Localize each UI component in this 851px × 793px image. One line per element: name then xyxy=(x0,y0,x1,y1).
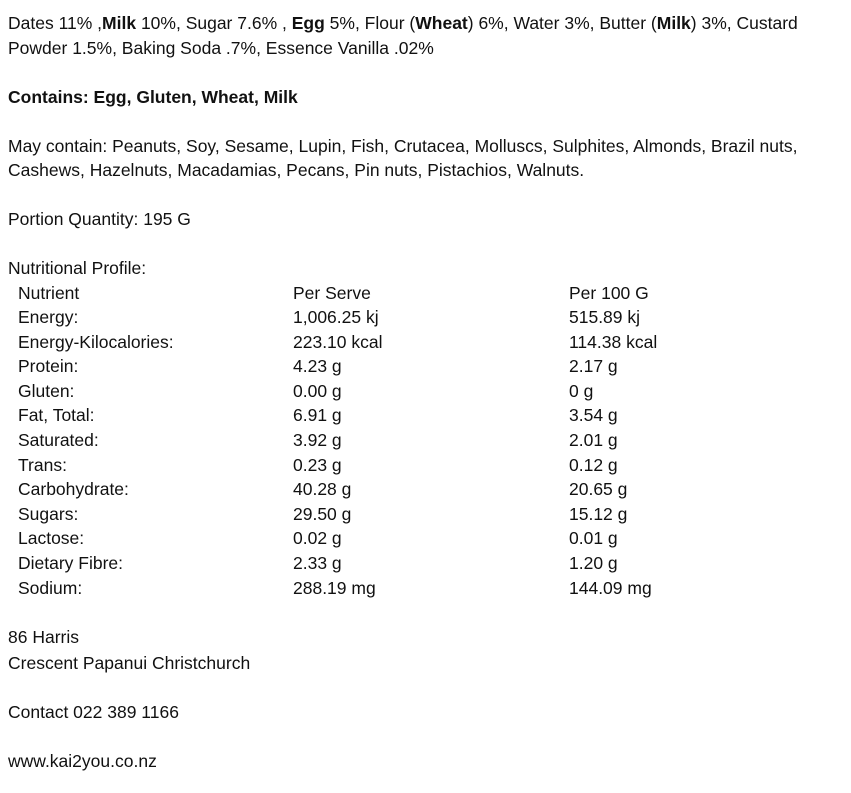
ingredient-allergen: Wheat xyxy=(415,13,468,33)
nutrition-row xyxy=(18,551,769,576)
address-line-2: Crescent Papanui Christchurch xyxy=(8,652,251,673)
portion-quantity: Portion Quantity: 195 G xyxy=(8,209,191,229)
per-100g-value: 0 g xyxy=(569,380,594,401)
per-100g-value: 144.09 mg xyxy=(569,577,652,598)
spacer xyxy=(8,232,838,257)
ingredients-line-1 xyxy=(8,11,838,36)
spacer xyxy=(8,675,838,700)
ingredient-allergen: Milk xyxy=(656,13,691,33)
column-header-per-serve: Per Serve xyxy=(293,282,371,303)
per-serve-value: 40.28 g xyxy=(293,479,352,500)
per-serve-value: 29.50 g xyxy=(293,503,352,524)
ingredients-line-2: Powder 1.5%, Baking Soda .7%, Essence Vanilla .02% xyxy=(8,37,434,58)
spacer xyxy=(8,183,838,208)
ingredient-text: 5%, Flour ( xyxy=(324,13,416,33)
nutrient-name: Fat, Total: xyxy=(18,405,95,426)
spacer xyxy=(8,600,838,625)
nutrient-name: Trans: xyxy=(18,454,67,475)
website-url: www.kai2you.co.nz xyxy=(8,751,157,772)
per-100g-value: 0.12 g xyxy=(569,454,618,475)
nutrition-row xyxy=(18,453,769,478)
nutrient-name: Gluten: xyxy=(18,380,75,401)
per-100g-value: 3.54 g xyxy=(569,405,618,426)
nutrition-row xyxy=(18,576,769,601)
nutrient-name: Energy: xyxy=(18,307,79,328)
nutrient-name: Carbohydrate: xyxy=(18,479,129,500)
per-serve-value: 6.91 g xyxy=(293,405,342,426)
column-header-per-100g: Per 100 G xyxy=(569,282,649,303)
ingredient-text: ) 6%, Water 3%, Butter ( xyxy=(467,13,657,33)
may-contain-line-1: May contain: Peanuts, Soy, Sesame, Lupin, Fish, Crutacea, Molluscs, Sulphites, Almonds, Brazil nuts, xyxy=(8,135,798,156)
nutrition-row xyxy=(18,354,769,379)
label-document xyxy=(8,11,838,774)
ingredient-text: 10%, Sugar 7.6% , xyxy=(136,13,292,33)
nutrition-row xyxy=(18,526,769,551)
per-100g-value: 2.17 g xyxy=(569,356,618,377)
nutrition-row xyxy=(18,477,769,502)
nutrient-name: Protein: xyxy=(18,356,79,377)
column-header-nutrient: Nutrient xyxy=(18,282,80,303)
spacer xyxy=(8,724,838,749)
nutrient-name: Dietary Fibre: xyxy=(18,553,124,574)
per-serve-value: 0.23 g xyxy=(293,454,342,475)
per-100g-value: 114.38 kcal xyxy=(569,331,658,352)
nutrient-name: Saturated: xyxy=(18,430,99,451)
per-serve-value: 3.92 g xyxy=(293,430,342,451)
per-100g-value: 0.01 g xyxy=(569,528,618,549)
per-serve-value: 288.19 mg xyxy=(293,577,376,598)
may-contain-line-2: Cashews, Hazelnuts, Macadamias, Pecans, Pin nuts, Pistachios, Walnuts. xyxy=(8,160,585,180)
nutrition-row xyxy=(18,305,769,330)
nutrient-name: Energy-Kilocalories: xyxy=(18,331,174,352)
nutrition-heading: Nutritional Profile: xyxy=(8,258,147,278)
per-serve-value: 4.23 g xyxy=(293,356,342,377)
per-serve-value: 1,006.25 kj xyxy=(293,307,379,328)
nutrition-table xyxy=(18,281,769,601)
per-serve-value: 0.00 g xyxy=(293,380,342,401)
per-serve-value: 223.10 kcal xyxy=(293,331,383,352)
ingredient-allergen: Milk xyxy=(102,13,137,33)
ingredient-text: ) 3%, Custard xyxy=(690,13,798,33)
spacer xyxy=(8,109,838,134)
address-line-1: 86 Harris xyxy=(8,627,79,648)
per-100g-value: 15.12 g xyxy=(569,503,628,524)
per-100g-value: 2.01 g xyxy=(569,430,618,451)
nutrient-name: Sodium: xyxy=(18,577,83,598)
ingredient-allergen: Egg xyxy=(291,13,325,33)
nutrition-header-row xyxy=(18,281,769,306)
nutrition-row xyxy=(18,330,769,355)
per-100g-value: 1.20 g xyxy=(569,553,618,574)
per-serve-value: 0.02 g xyxy=(293,528,342,549)
nutrient-name: Sugars: xyxy=(18,503,79,524)
contains-allergens: Contains: Egg, Gluten, Wheat, Milk xyxy=(8,86,298,107)
nutrition-row xyxy=(18,403,769,428)
nutrition-row xyxy=(18,379,769,404)
per-100g-value: 515.89 kj xyxy=(569,307,641,328)
nutrient-name: Lactose: xyxy=(18,528,85,549)
ingredient-text: Dates 11% , xyxy=(8,13,103,33)
nutrition-row xyxy=(18,428,769,453)
nutrition-row xyxy=(18,502,769,527)
spacer xyxy=(8,60,838,85)
per-serve-value: 2.33 g xyxy=(293,553,342,574)
per-100g-value: 20.65 g xyxy=(569,479,628,500)
contact-phone: Contact 022 389 1166 xyxy=(8,701,179,722)
